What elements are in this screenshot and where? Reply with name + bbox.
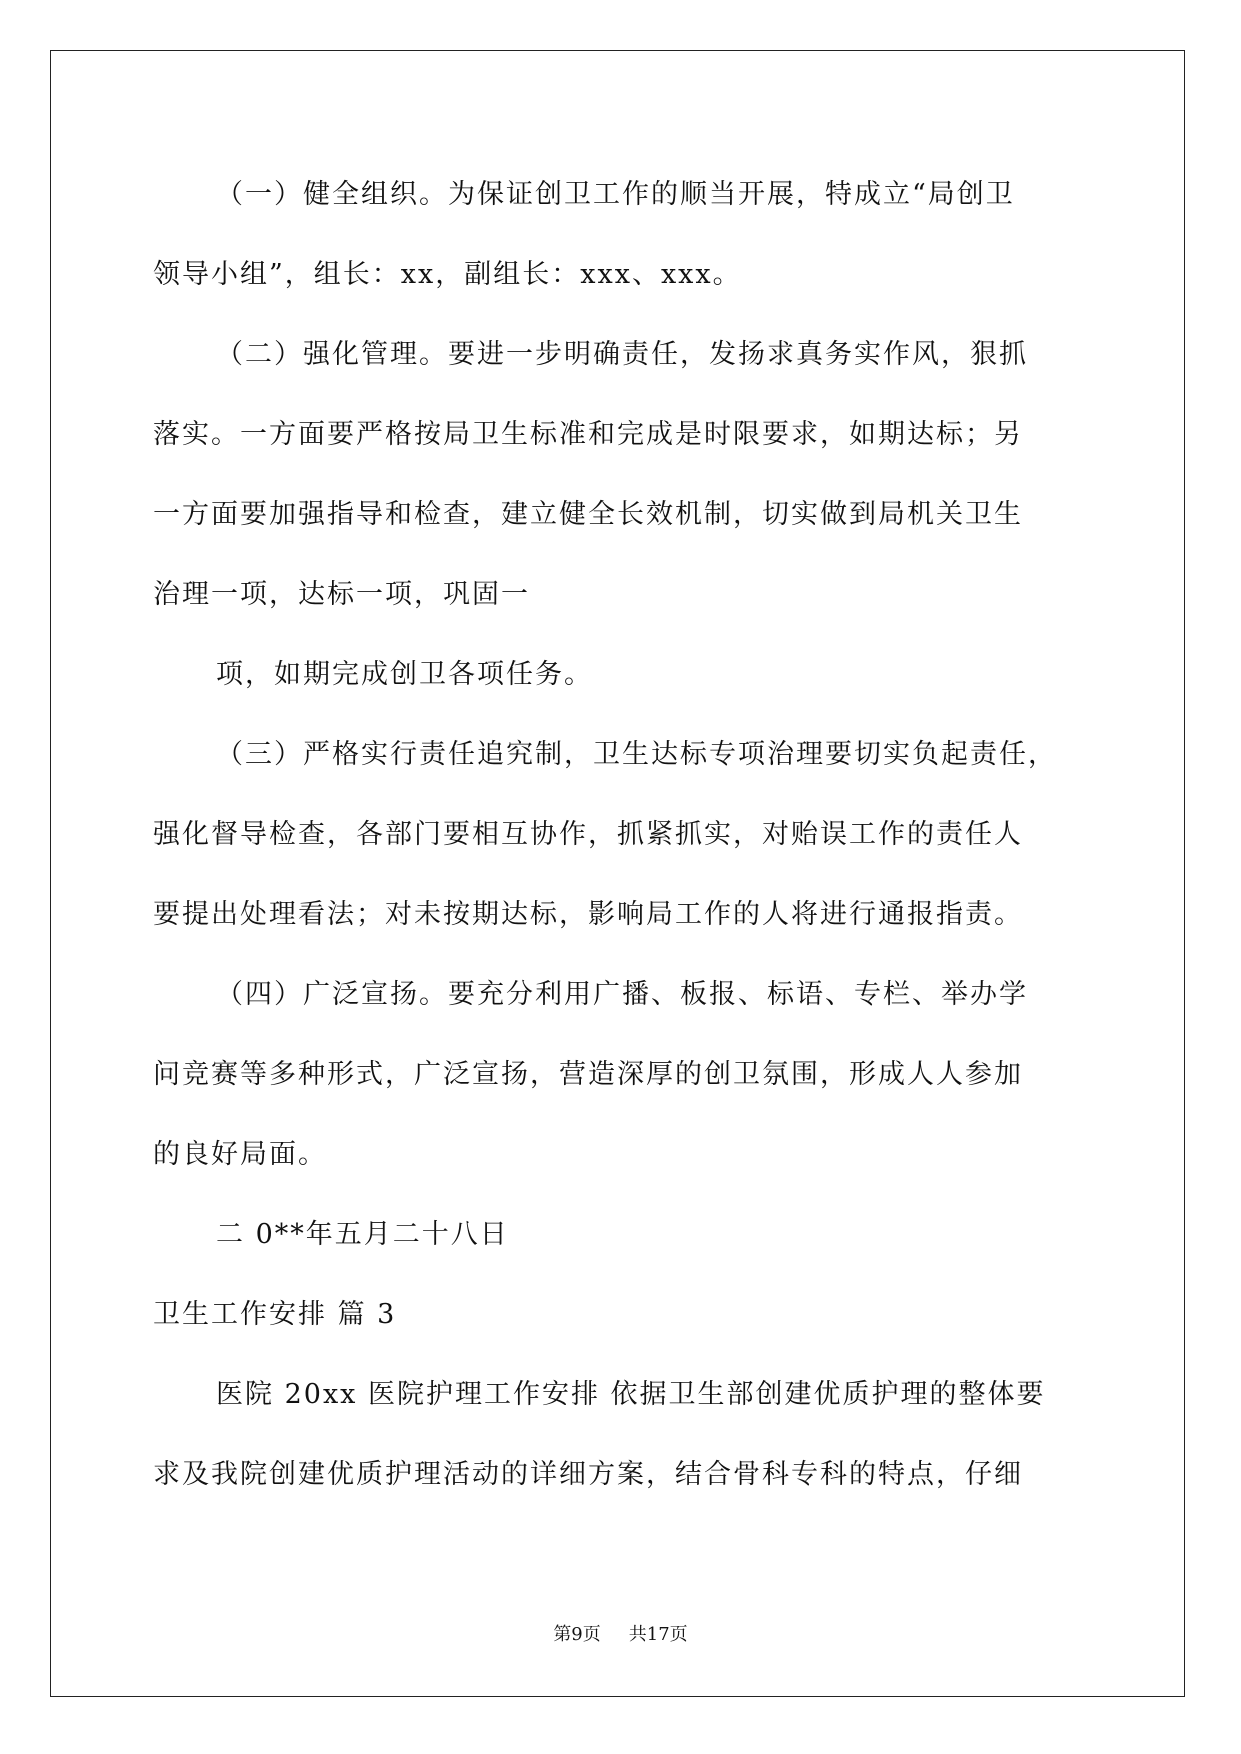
text-line: 强化督导检查，各部门要相互协作，抓紧抓实，对贻误工作的责任人: [153, 819, 1023, 850]
text-line: （一）健全组织。为保证创卫工作的顺当开展，特成立“局创卫: [216, 179, 1015, 210]
text-line: 一方面要加强指导和检查，建立健全长效机制，切实做到局机关卫生: [153, 499, 1023, 530]
text-line: 治理一项，达标一项，巩固一: [153, 579, 530, 610]
text-line: 项，如期完成创卫各项任务。: [216, 659, 593, 690]
text-line: 领导小组”，组长：xx，副组长：xxx、xxx。: [153, 259, 742, 290]
text-line: 问竞赛等多种形式，广泛宣扬，营造深厚的创卫氛围，形成人人参加: [153, 1059, 1023, 1090]
text-line: （三）严格实行责任追究制，卫生达标专项治理要切实负起责任，: [216, 739, 1057, 770]
text-line: （四）广泛宣扬。要充分利用广播、板报、标语、专栏、举办学: [216, 979, 1028, 1010]
text-line: 医院 20xx 医院护理工作安排 依据卫生部创建优质护理的整体要: [216, 1379, 1046, 1410]
section-heading: 卫生工作安排 篇 3: [153, 1299, 397, 1330]
text-line: 的良好局面。: [153, 1139, 327, 1170]
page-total: 共17页: [628, 1624, 688, 1645]
document-body: [153, 168, 1088, 1528]
text-line: 落实。一方面要严格按局卫生标准和完成是时限要求，如期达标；另: [153, 419, 1023, 450]
text-line: 求及我院创建优质护理活动的详细方案，结合骨科专科的特点，仔细: [153, 1459, 1023, 1490]
page-footer: [0, 1620, 1241, 1646]
page-number: 第9页: [553, 1624, 601, 1645]
text-line: （二）强化管理。要进一步明确责任，发扬求真务实作风，狠抓: [216, 339, 1028, 370]
date-line: 二 0**年五月二十八日: [216, 1219, 509, 1250]
text-line: 要提出处理看法；对未按期达标，影响局工作的人将进行通报指责。: [153, 899, 1023, 930]
